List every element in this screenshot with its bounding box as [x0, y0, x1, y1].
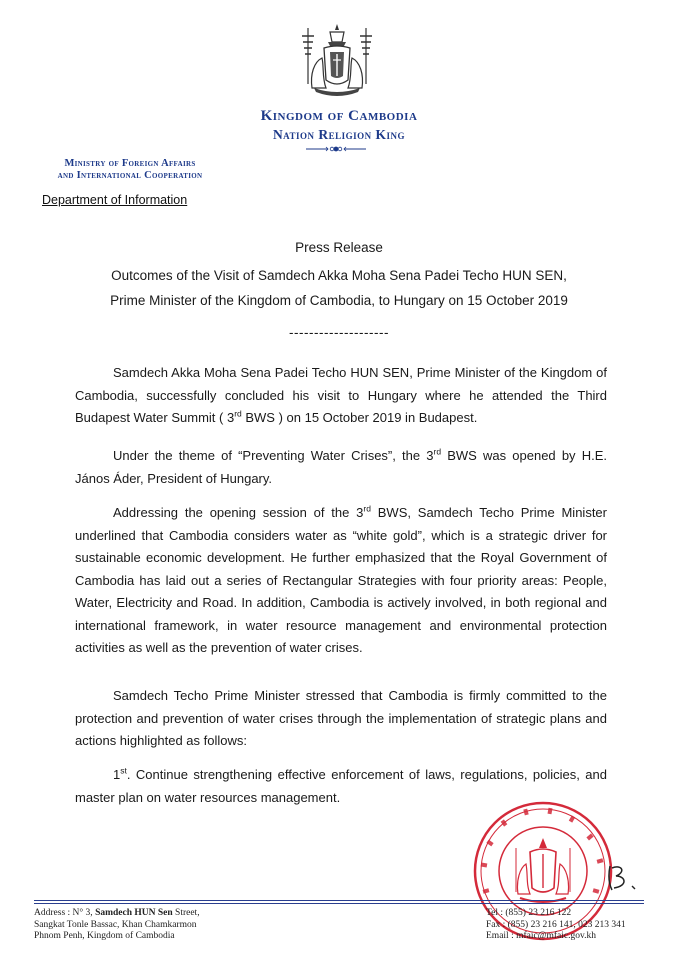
ministry-name-line2: and International Cooperation: [57, 170, 203, 181]
release-title-line1: Outcomes of the Visit of Samdech Akka Moha Sena Padei Techo HUN SEN,: [111, 268, 567, 283]
paragraph-commitment: Samdech Techo Prime Minister stressed that Cambodia is firmly committed to the protection and prevention of water crises through the implementation of strategic plans and actions highlighted as follows:: [75, 688, 607, 748]
ornamental-divider-icon: [306, 144, 366, 154]
department-name: Department of Information: [42, 193, 188, 207]
ministry-name-line1: Ministry of Foreign Affairs: [64, 158, 196, 169]
footer-contact: [486, 908, 646, 943]
address-line3: Phnom Penh, Kingdom of Cambodia: [34, 931, 175, 941]
kingdom-title: Kingdom of Cambodia: [260, 108, 418, 124]
footer-rule: [34, 900, 644, 901]
paragraph-summit-theme: Under the theme of “Preventing Water Crises”, the 3rd BWS was opened by H.E. János Áder, President of Hungary.: [75, 446, 607, 486]
footer-address: [34, 908, 200, 943]
national-motto: Nation Religion King: [272, 127, 406, 142]
press-release-label: Press Release: [295, 240, 383, 255]
list-item-first-action: 1st. Continue strengthening effective enforcement of laws, regulations, policies, and master plan on water resources management.: [75, 765, 607, 805]
handwritten-signature-icon: [604, 862, 644, 894]
contact-email: Email : mfaic@mfaic.gov.kh: [486, 931, 596, 941]
paragraph-opening-session: Addressing the opening session of the 3rd BWS, Samdech Techo Prime Minister underlined that Cambodia considers water as “white gold”, which is a strategic driver for sustainable economic development. He further emphasized that the Royal Government of Cambodia has laid out a series of Rectangular Strategies with four priority areas: People, Water, Electricity and Road. In addition, Cambodia is actively involved, in both regional and international framework, in water resource management and environmental protection activities as well as the prevention of water crises.: [75, 503, 607, 655]
contact-fax: Fax : (855) 23 216 141, 023 213 341: [486, 919, 626, 930]
paragraph-visit-summary: Samdech Akka Moha Sena Padei Techo HUN SEN, Prime Minister of the Kingdom of Cambodia, successfully concluded his visit to Hungary where he attended the Third Budapest Water Summit ( 3rd BWS ) on 15 October 2019 in Budapest.: [75, 365, 607, 425]
address-line2: Sangkat Tonle Bassac, Khan Chamkarmon: [34, 919, 197, 930]
address-line1: Address : N° 3, Samdech HUN Sen Street,: [34, 908, 200, 918]
release-title-line2: Prime Minister of the Kingdom of Cambodia, to Hungary on 15 October 2019: [110, 293, 568, 308]
title-divider: --------------------: [289, 325, 389, 340]
cambodia-royal-coat-of-arms-icon: [294, 22, 380, 98]
contact-tel: Tel : (855) 23 216 122: [486, 908, 572, 918]
footer-rule-secondary: [34, 903, 644, 904]
